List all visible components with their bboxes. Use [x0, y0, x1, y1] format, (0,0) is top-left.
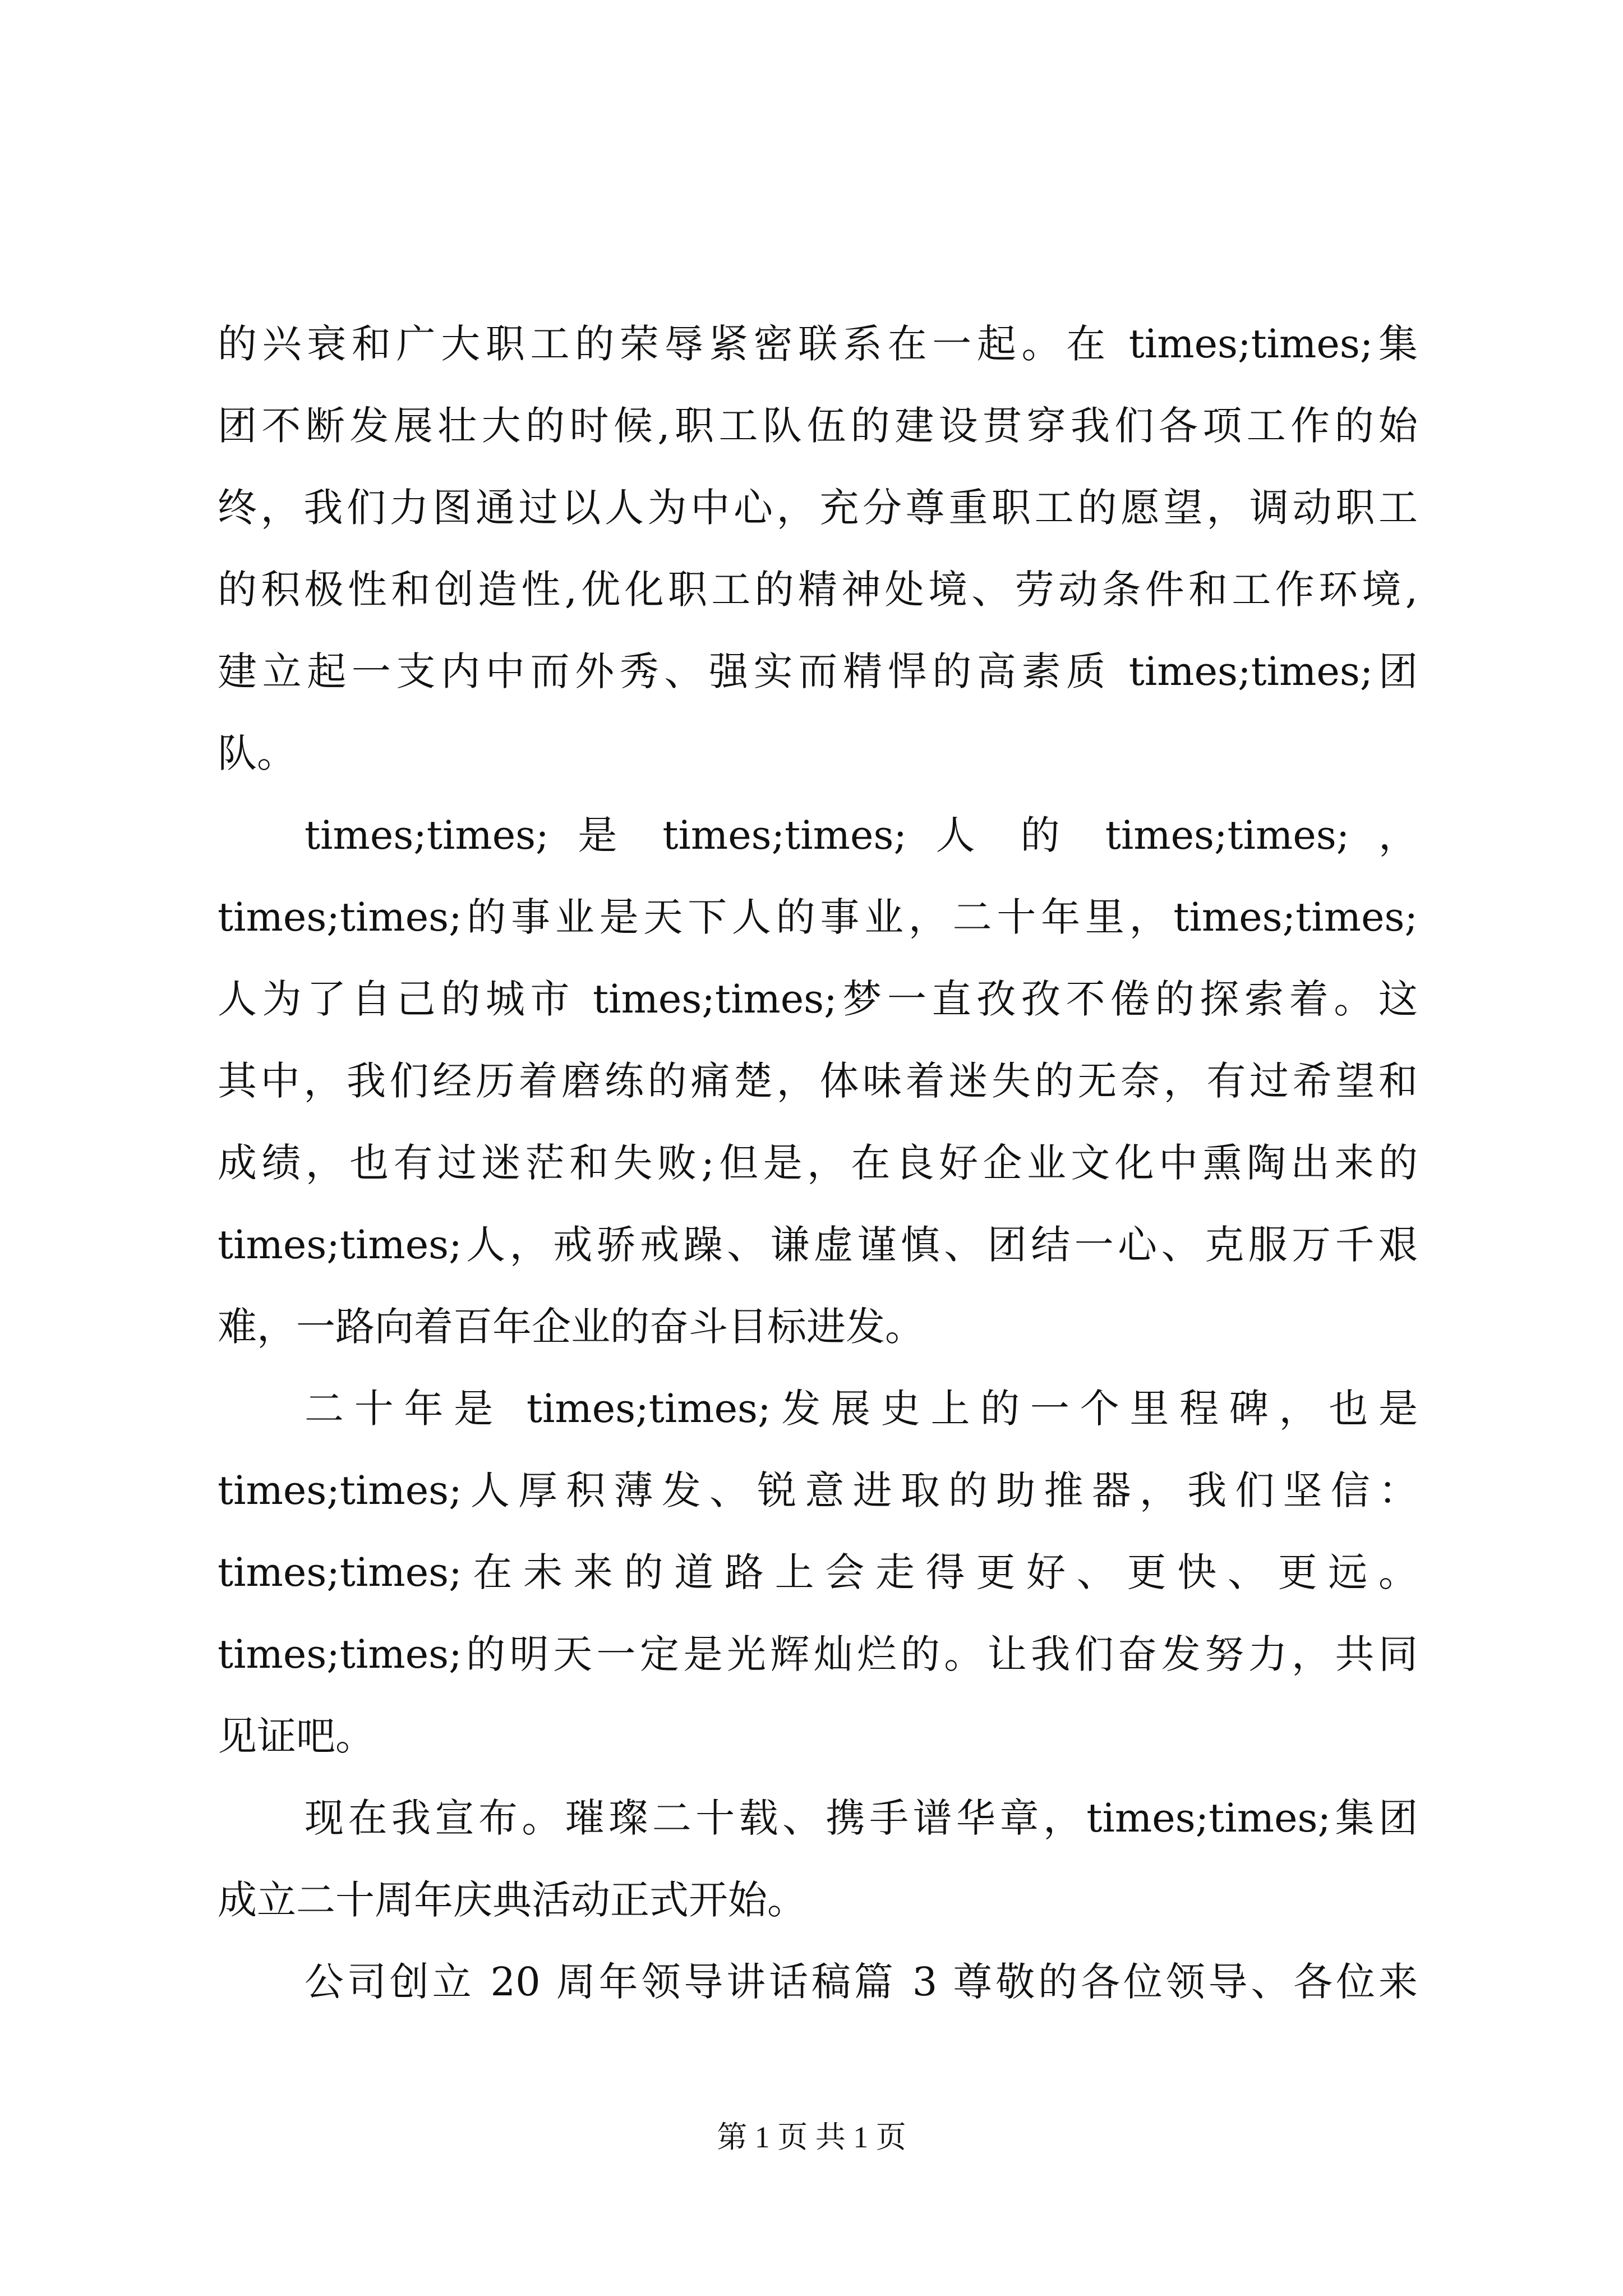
text-line: 团不断发展壮大的时候,职工队伍的建设贯穿我们各项工作的始: [218, 403, 1418, 449]
text-line: 成绩，也有过迷茫和失败;但是，在良好企业文化中熏陶出来的: [218, 1140, 1418, 1186]
text-line: times;times; 是 times;times; 人 的 times;times; ，: [305, 812, 1418, 858]
text-line: 成立二十周年庆典活动正式开始。: [218, 1877, 806, 1923]
text-line: 队。: [218, 730, 296, 776]
text-line: 难，一路向着百年企业的奋斗目标进发。: [218, 1304, 924, 1350]
text-line: 见证吧。: [218, 1713, 375, 1759]
text-line: times;times;的事业是天下人的事业，二十年里，times;times;: [218, 894, 1418, 940]
text-line: times;times;在未来的道路上会走得更好、更快、更远。: [218, 1549, 1418, 1595]
text-line: 人为了自己的城市 times;times;梦一直孜孜不倦的探索着。这: [218, 976, 1418, 1022]
text-line: 现在我宣布。璀璨二十载、携手谱华章，times;times;集团: [305, 1795, 1418, 1841]
page-footer: 第 1 页 共 1 页: [717, 2120, 906, 2154]
text-line: 建立起一支内中而外秀、强实而精悍的高素质 times;times;团: [218, 648, 1418, 694]
body-text: [218, 303, 1418, 2023]
text-line: 终，我们力图通过以人为中心，充分尊重职工的愿望，调动职工: [218, 485, 1418, 531]
text-line: 的积极性和创造性,优化职工的精神处境、劳动条件和工作环境,: [218, 567, 1418, 613]
text-line: 的兴衰和广大职工的荣辱紧密联系在一起。在 times;times;集: [218, 321, 1418, 367]
text-line: 其中，我们经历着磨练的痛楚，体味着迷失的无奈，有过希望和: [218, 1058, 1418, 1104]
text-line: times;times;的明天一定是光辉灿烂的。让我们奋发努力，共同: [218, 1631, 1418, 1677]
text-line: times;times;人厚积薄发、锐意进取的助推器，我们坚信：: [218, 1467, 1418, 1513]
text-line: 二十年是 times;times;发展史上的一个里程碑，也是: [305, 1386, 1418, 1432]
text-line: times;times;人，戒骄戒躁、谦虚谨慎、团结一心、克服万千艰: [218, 1222, 1418, 1268]
text-line: 公司创立 20 周年领导讲话稿篇 3 尊敬的各位领导、各位来: [305, 1959, 1418, 2005]
